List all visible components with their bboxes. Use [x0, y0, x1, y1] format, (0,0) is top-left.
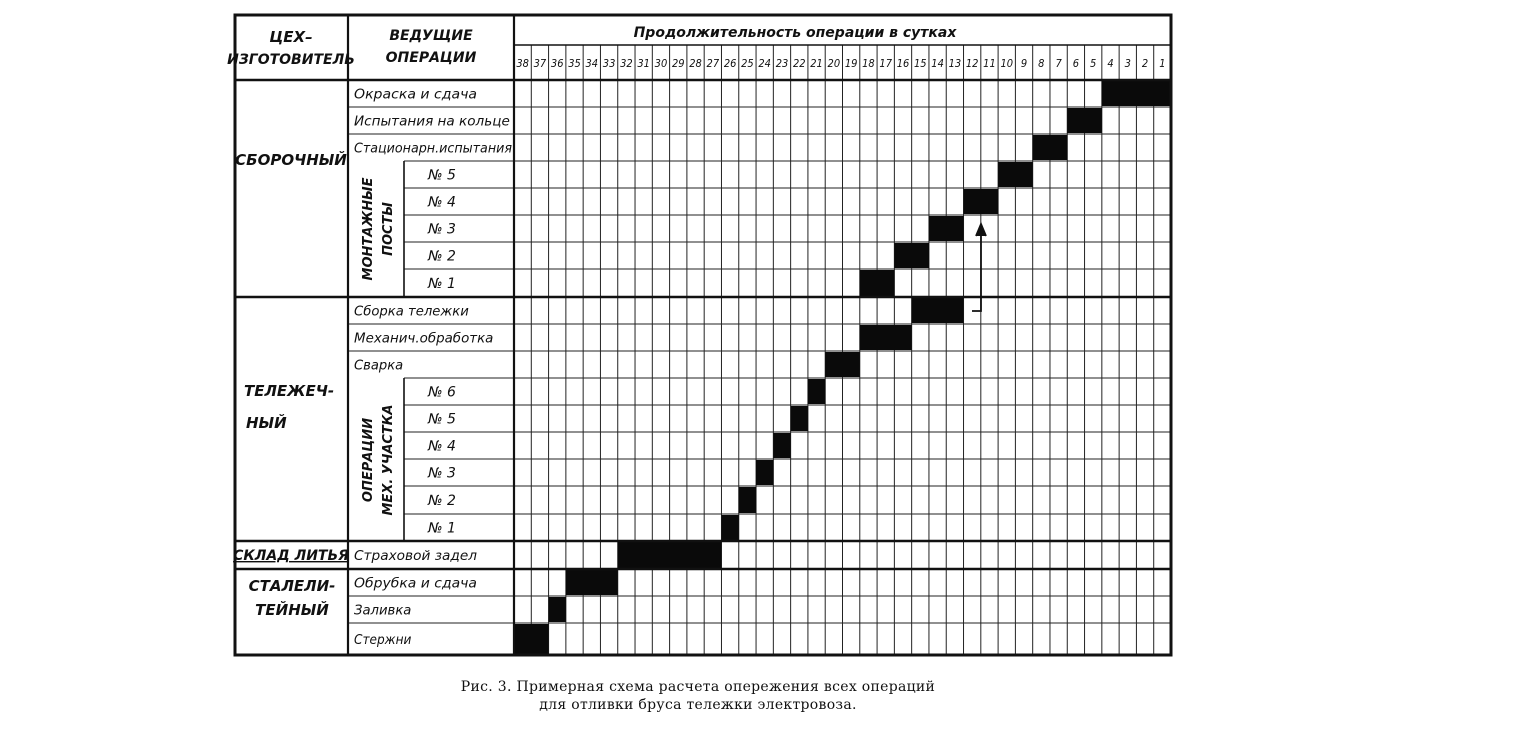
- day-number: 22: [792, 57, 806, 70]
- shop-steel-line2: ТЕЙНЫЙ: [255, 601, 329, 619]
- operation-label: Стационарн.испытания: [354, 140, 512, 157]
- shop-header-line1: ЦЕХ–: [269, 28, 313, 46]
- duration-bar: [1033, 135, 1068, 160]
- duration-bar: [860, 325, 912, 350]
- day-number: 13: [948, 57, 962, 70]
- operation-label: Испытания на кольце: [354, 113, 510, 130]
- duration-bar: [929, 216, 964, 241]
- operation-label: Механич.обработка: [354, 330, 494, 347]
- duration-bar: [1102, 81, 1171, 106]
- day-number: 4: [1107, 57, 1114, 70]
- duration-bar: [756, 460, 773, 485]
- day-number: 5: [1090, 57, 1097, 70]
- duration-bar: [825, 352, 860, 377]
- caption-line2: для отливки бруса тележки электровоза.: [539, 697, 857, 713]
- operation-label: № 6: [428, 384, 456, 401]
- operation-label: Заливка: [354, 602, 412, 619]
- day-number: 19: [844, 57, 858, 70]
- duration-bar: [739, 487, 756, 513]
- day-number: 10: [1000, 57, 1014, 70]
- duration-bar: [514, 624, 549, 654]
- duration-bar: [773, 433, 790, 458]
- shop-assembly: СБОРОЧНЫЙ: [235, 151, 347, 169]
- duration-bar: [618, 542, 722, 568]
- day-number: 21: [810, 57, 823, 70]
- operation-label: Стержни: [354, 632, 412, 648]
- assembly-posts-line1: МОНТАЖНЫЕ: [361, 177, 376, 281]
- operation-label: № 5: [428, 411, 456, 428]
- duration-bar: [549, 597, 566, 622]
- day-number: 29: [671, 57, 685, 70]
- operation-label: Окраска и сдача: [354, 86, 477, 103]
- operation-labels: [354, 87, 512, 649]
- duration-bar: [808, 379, 825, 404]
- day-number: 37: [533, 57, 547, 70]
- day-number: 2: [1141, 57, 1149, 70]
- operation-label: № 2: [428, 248, 456, 265]
- day-number: 35: [568, 57, 581, 70]
- day-number: 34: [585, 57, 599, 70]
- operation-label: Обрубка и сдача: [354, 575, 477, 592]
- shop-casting-store: СКЛАД ЛИТЬЯ: [233, 548, 349, 564]
- day-number: 14: [931, 57, 944, 70]
- duration-bar: [998, 162, 1033, 187]
- day-number: 23: [775, 57, 789, 70]
- duration-header: Продолжительность операции в сутках: [633, 25, 957, 41]
- day-number: 15: [914, 57, 927, 70]
- operation-label: Страховой задел: [354, 548, 478, 564]
- operation-label: № 4: [428, 438, 456, 455]
- day-number: 33: [602, 57, 616, 70]
- day-number: 3: [1124, 57, 1131, 70]
- day-number: 18: [862, 57, 875, 70]
- shop-header-line2: ИЗГОТОВИТЕЛЬ: [227, 52, 355, 68]
- day-number: 25: [741, 57, 754, 70]
- duration-bar: [860, 270, 895, 296]
- duration-bar: [721, 515, 738, 540]
- day-number: 8: [1038, 57, 1045, 70]
- day-number: 31: [637, 57, 650, 70]
- duration-bar: [1067, 108, 1102, 133]
- day-number: 7: [1055, 57, 1062, 70]
- day-number: 11: [983, 57, 996, 70]
- operation-label: № 3: [428, 221, 456, 238]
- mech-section-line2: МЕХ. УЧАСТКА: [381, 404, 396, 516]
- operations-header-line1: ВЕДУЩИЕ: [389, 28, 473, 44]
- shop-bogie-line1: ТЕЛЕЖЕЧ-: [244, 382, 335, 400]
- day-number: 1: [1159, 57, 1166, 70]
- day-number: 28: [689, 57, 702, 70]
- operation-label: Сварка: [354, 357, 404, 374]
- duration-bar: [964, 189, 999, 214]
- operation-label: № 1: [428, 520, 456, 537]
- duration-bar: [912, 298, 964, 323]
- caption-line1: Рис. 3. Примерная схема расчета опережения всех операций: [460, 679, 936, 695]
- operation-label: Сборка тележки: [354, 303, 470, 320]
- day-number: 38: [516, 57, 529, 70]
- day-number: 27: [706, 57, 720, 70]
- operation-label: № 4: [428, 194, 456, 211]
- day-number: 9: [1020, 57, 1028, 70]
- operation-label: № 1: [428, 276, 456, 292]
- day-number-row: [516, 57, 1165, 70]
- day-number: 26: [723, 57, 737, 70]
- shop-bogie-line2: НЫЙ: [246, 414, 287, 432]
- day-number: 12: [965, 57, 979, 70]
- duration-bar: [894, 243, 929, 268]
- day-number: 17: [879, 57, 893, 70]
- day-number: 24: [758, 57, 771, 70]
- shop-steel-line1: СТАЛЕЛИ-: [248, 577, 336, 595]
- day-number: 32: [620, 57, 633, 70]
- operation-label: № 3: [428, 465, 456, 482]
- operations-header-line2: ОПЕРАЦИИ: [385, 50, 477, 66]
- day-number: 36: [550, 57, 564, 70]
- day-number: 6: [1072, 57, 1080, 70]
- operation-label: № 5: [428, 167, 456, 184]
- assembly-posts-line2: ПОСТЫ: [381, 202, 396, 256]
- figure-caption: [0, 678, 1461, 714]
- day-number: 16: [896, 57, 910, 70]
- mech-section-line1: ОПЕРАЦИИ: [361, 417, 376, 503]
- day-number: 20: [827, 57, 841, 70]
- duration-bar: [566, 570, 618, 595]
- operation-label: № 2: [428, 493, 456, 509]
- duration-bar: [791, 406, 808, 431]
- day-number: 30: [654, 57, 668, 70]
